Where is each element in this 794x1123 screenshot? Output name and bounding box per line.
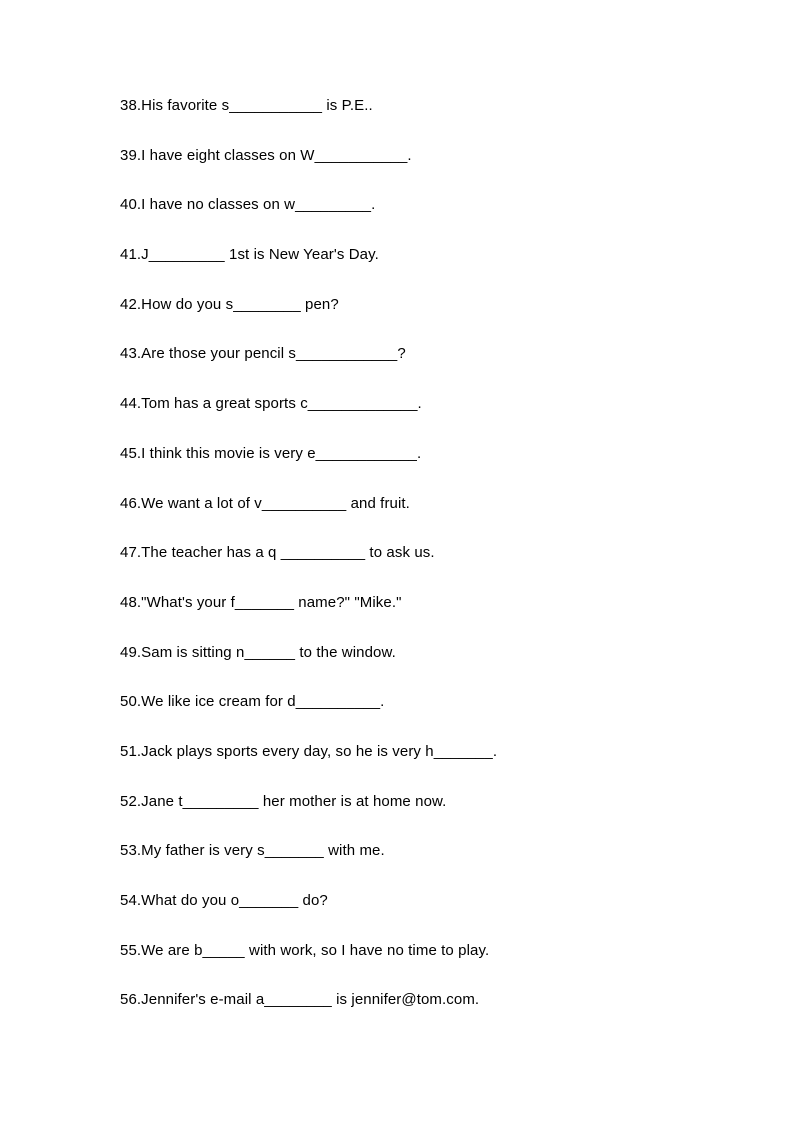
- question-52: 52.Jane t_________ her mother is at home now.: [120, 792, 447, 810]
- question-41: 41.J_________ 1st is New Year's Day.: [120, 246, 379, 264]
- question-38: 38.His favorite s___________ is P.E..: [120, 97, 373, 114]
- question-55: 55.We are b_____ with work, so I have no time to play.: [120, 941, 490, 959]
- question-list: [120, 96, 497, 1040]
- question-47: 47.The teacher has a q __________ to ask us.: [120, 544, 435, 562]
- question-51: 51.Jack plays sports every day, so he is very h_______.: [120, 742, 498, 760]
- question-48: 48."What's your f_______ name?" "Mike.": [120, 593, 402, 611]
- question-45: 45.I think this movie is very e____________.: [120, 444, 422, 462]
- question-50: 50.We like ice cream for d__________.: [120, 693, 385, 711]
- question-44: 44.Tom has a great sports c_____________.: [120, 395, 422, 413]
- question-46: 46.We want a lot of v__________ and fruit.: [120, 494, 410, 512]
- question-56: 56.Jennifer's e-mail a________ is jennifer@tom.com.: [120, 991, 480, 1009]
- question-39: 39.I have eight classes on W___________.: [120, 146, 412, 164]
- question-54: 54.What do you o_______ do?: [120, 892, 328, 909]
- question-43: 43.Are those your pencil s____________?: [120, 345, 406, 363]
- question-53: 53.My father is very s_______ with me.: [120, 842, 385, 860]
- question-42: 42.How do you s________ pen?: [120, 295, 339, 313]
- question-49: 49.Sam is sitting n______ to the window.: [120, 643, 396, 661]
- question-40: 40.I have no classes on w_________.: [120, 196, 376, 214]
